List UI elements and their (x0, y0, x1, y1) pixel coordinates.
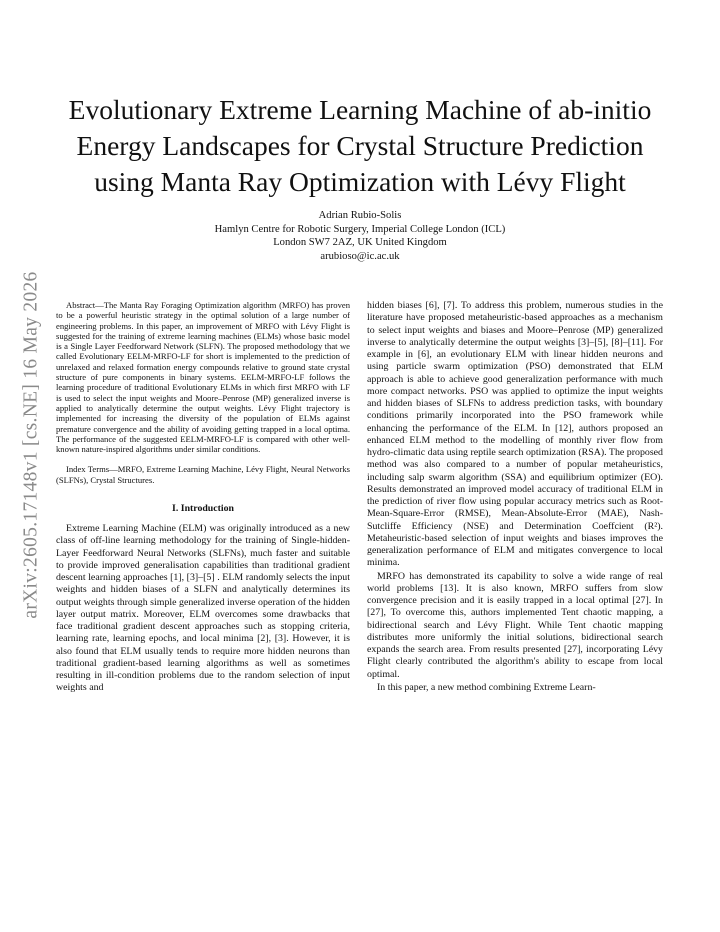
body-paragraph: hidden biases [6], [7]. To address this problem, numerous studies in the literature have proposed metaheuristic-based approaches as a mechanism to select input weights and biases and Moore–Penrose (MP) generalized inverse to analytically determine the output weights [3]–[5], [8]–[11]. For example in [6], an evolutionary ELM with linear hidden neurons and using particle swarm optimization (PSO) demonstrated that ELM approach is able to achieve good generalization performance with much more compact networks. PSO was applied to optimize the input weights and hidden biases of SLFNs to address prediction tasks, with boundary conditions primarily incorporated into the PSO framework while enhancing the performance of the ELM. In [12], authors proposed an enhanced ELM method to the modelling of monthly river flow from hydro-climatic data using reptile search optimization (RSA). The proposed method was also compared to a number of popular metaheuristics, including salp swarm algorithm (SSA) and equilibrium optimizer (EO). Results demonstrated an improved model accuracy of traditional ELM in the prediction of river flow using popular accuracy metrics such as Root-Mean-Square-Error (RMSE), Mean-Absolute-Error (MAE), Nash-Sutcliffe Efficiency (NSE) and Determination Coeffcient (R²). Metaheuristic-based selection of input weights and biases improves the generalization performance of ELM and mitigates convergence to local minima. (367, 300, 663, 569)
title-line: Evolutionary Extreme Learning Machine of ab-initio (68, 94, 652, 125)
index-terms: Index Terms—MRFO, Extreme Learning Machine, Lévy Flight, Neural Networks (SLFNs), Crystal Structures. (56, 464, 350, 485)
right-column (367, 300, 663, 694)
arxiv-identifier-text: arXiv:2605.17148v1 [cs.NE] 16 May 2026 (21, 271, 42, 619)
abstract: Abstract—The Manta Ray Foraging Optimization algorithm (MRFO) has proven to be a powerful heuristic strategy in the optimal solution of a large number of engineering problems. In this paper, an improvement of MRFO with Lévy Flight is suggested for the training of extreme learning machines (ELMs) whose basic model is a Single Layer Feedforward Network (SLFN). The proposed methodology that we called Evolutionary EELM-MRFO-LF for short is implemented to the prediction of unrelaxed and relaxed formation energy compounds relative to ground state crystal structure of pure components in binary systems. EELM-MRFO-LF follows the learning procedure of traditional Evolutionary ELMs in which first MRFO with LF is used to select the input weights and Moore–Penrose (MP) generalized inverse is applied to analytically determine the output weights. Lévy Flight trajectory is implemented for increasing the diversity of the population of ELMs against premature convergence and the ability of avoiding getting trapped in a local optima. The performance of the suggested EELM-MRFO-LF is compared with other well-known nature-inspired algorithms under similar conditions. (56, 300, 350, 455)
author-name: Adrian Rubio-Solis (318, 210, 402, 221)
left-column (56, 300, 350, 695)
author-email: arubioso@ic.ac.uk (320, 250, 400, 262)
arxiv-identifier-stamp (12, 265, 52, 625)
body-paragraph: In this paper, a new method combining Extreme Learn- (377, 681, 596, 693)
introduction-paragraph: Extreme Learning Machine (ELM) was originally introduced as a new class of off-line learning methodology for the training of Single-hidden-Layer Feedforward Neural Networks (SLFNs), much faster and suitable to provide improved generalisation capabilities than traditional gradient descent learning approaches [1], [3]–[5] . ELM randomly selects the input weights and hidden biases of a SLFN and analytically determines its output weights through simple generalized inverse operation of the hidden layer output matrix. Moreover, ELM overcomes some drawbacks that face traditional gradient descent approaches such as stopping criteria, learning rate, learning epochs, and local minima [2], [3]. However, it is also found that ELM usually tends to require more hidden neurons than traditional gradient-based learning algorithms as well as sometimes resulting in ill-condition problems due to the random selection of input weights and (56, 523, 350, 694)
section-heading-introduction: I. Introduction (172, 503, 234, 515)
author-address: London SW7 2AZ, UK United Kingdom (273, 237, 447, 249)
title-line: using Manta Ray Optimization with Lévy Flight (94, 166, 626, 197)
author-block (120, 209, 600, 263)
author-affiliation: Hamlyn Centre for Robotic Surgery, Imperial College London (ICL) (214, 223, 506, 235)
title-line: Energy Landscapes for Crystal Structure Prediction (76, 130, 644, 161)
paper-title (48, 92, 672, 200)
body-paragraph: MRFO has demonstrated its capability to solve a wide range of real world problems [13]. It is also known, MRFO suffers from slow convergence precision and it is easily trapped in a local optimal [27]. In [27], To overcome this, authors implemented Tent chaotic mapping, a bidirectional search and Lévy Flight. While Tent chaotic mapping distributes more uniformly the initial solutions, bidirectional search expands the search area. From results presented [27], incorporating Lévy Flight clearly contributed the algorithm's ability to escape from local optimal. (367, 570, 663, 680)
